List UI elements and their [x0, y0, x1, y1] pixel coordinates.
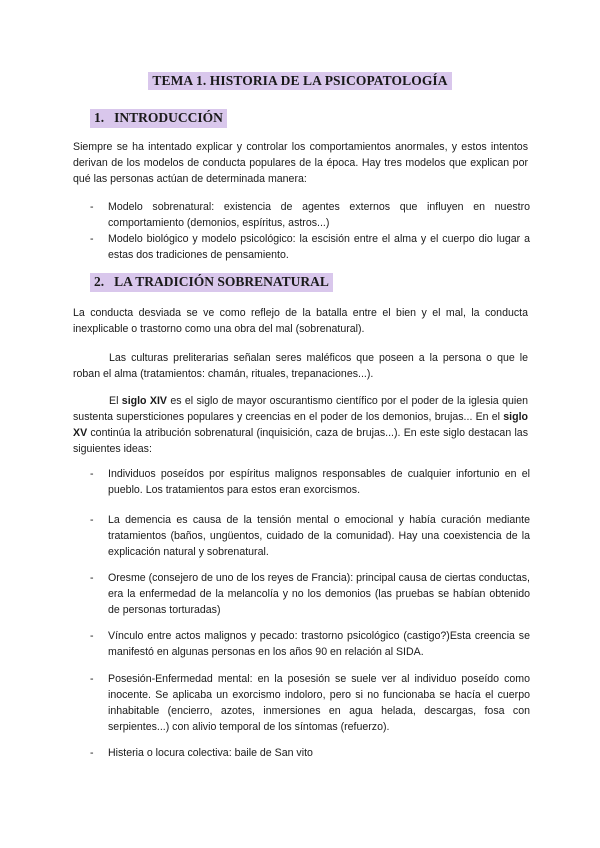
tradicion-bullet-3	[90, 570, 530, 618]
intro-bullet-list	[90, 199, 530, 263]
list-item: - Histeria o locura colectiva: baile de San vito	[90, 747, 313, 759]
list-item: - Individuos poseídos por espíritus malignos responsables de cualquier infortunio en el pueblo. Los tratamientos para estos eran exorcismos.	[90, 468, 530, 496]
tradicion-bullet-2	[90, 512, 530, 560]
list-item: - Oresme (consejero de uno de los reyes de Francia): principal causa de ciertas conductas, era la enfermedad de la melancolía y no los demonios (las pruebas se habían obtenido de personas torturadas)	[90, 572, 530, 616]
tradicion-paragraph-1: La conducta desviada se ve como reflejo de la batalla entre el bien y el mal, la conducta inexplicable o trastorno como una obra del mal (sobrenatural).	[73, 307, 528, 335]
intro-paragraph: Siempre se ha intentado explicar y controlar los comportamientos anormales, y estos intentos derivan de los modelos de conducta populares de la época. Hay tres modelos que explican por qué las personas actúan de determinada manera:	[73, 141, 528, 185]
tradicion-paragraph-3: El siglo XIV es el siglo de mayor oscurantismo científico por el poder de la iglesia quien sustenta supersticiones populares y creencias en el poder de los demonios, brujas... En el siglo XV continúa la atribución sobrenatural (inquisición, caza de brujas...). En este siglo destacan las siguientes ideas:	[73, 395, 528, 455]
tradicion-bullet-4	[90, 628, 530, 660]
section-title: LA TRADICIÓN SOBRENATURAL	[114, 274, 329, 289]
section-number: 2.	[94, 274, 105, 289]
section-heading-introduccion	[90, 109, 227, 128]
section-title: INTRODUCCIÓN	[114, 110, 223, 125]
list-item: - Posesión-Enfermedad mental: en la posesión se suele ver al individuo poseído como inocente. Se aplicaba un exorcismo indoloro, pero si no funcionaba se hacía el cuerpo inhabitable (encierro, azotes, inmersiones en agua helada, descargas, fosa con serpientes...) con alivio temporal de los síntomas (refuerzo).	[90, 673, 530, 733]
list-item: - Modelo biológico y modelo psicológico: la escisión entre el alma y el cuerpo dio lugar a estas dos tradiciones de pensamiento.	[90, 233, 530, 261]
document-title: TEMA 1. HISTORIA DE LA PSICOPATOLOGÍA	[148, 72, 451, 90]
list-item: - Vínculo entre actos malignos y pecado: trastorno psicológico (castigo?)Esta creencia se manifestó en algunas personas en los años 90 en relación al SIDA.	[90, 630, 530, 658]
tradicion-bullet-5	[90, 671, 530, 735]
title-container	[0, 72, 600, 90]
list-item: - La demencia es causa de la tensión mental o emocional y había curación mediante tratamientos (baños, ungüentos, cuidado de la comunidad). Hay una coexistencia de la explicación natural y sobrenatural.	[90, 514, 530, 558]
section-heading-tradicion	[90, 273, 333, 292]
tradicion-bullet-1	[90, 466, 530, 498]
list-item: - Modelo sobrenatural: existencia de agentes externos que influyen en nuestro comportamiento (demonios, espíritus, astros...)	[90, 201, 530, 229]
tradicion-paragraph-2: Las culturas preliterarias señalan seres maléficos que poseen a la persona o que le roban el alma (tratamientos: chamán, rituales, trepanaciones...).	[73, 352, 528, 380]
bold-century-xv: siglo XV	[73, 411, 528, 439]
bold-century-xiv: siglo XIV	[121, 395, 167, 407]
section-number: 1.	[94, 110, 105, 125]
tradicion-bullet-6	[90, 745, 530, 761]
